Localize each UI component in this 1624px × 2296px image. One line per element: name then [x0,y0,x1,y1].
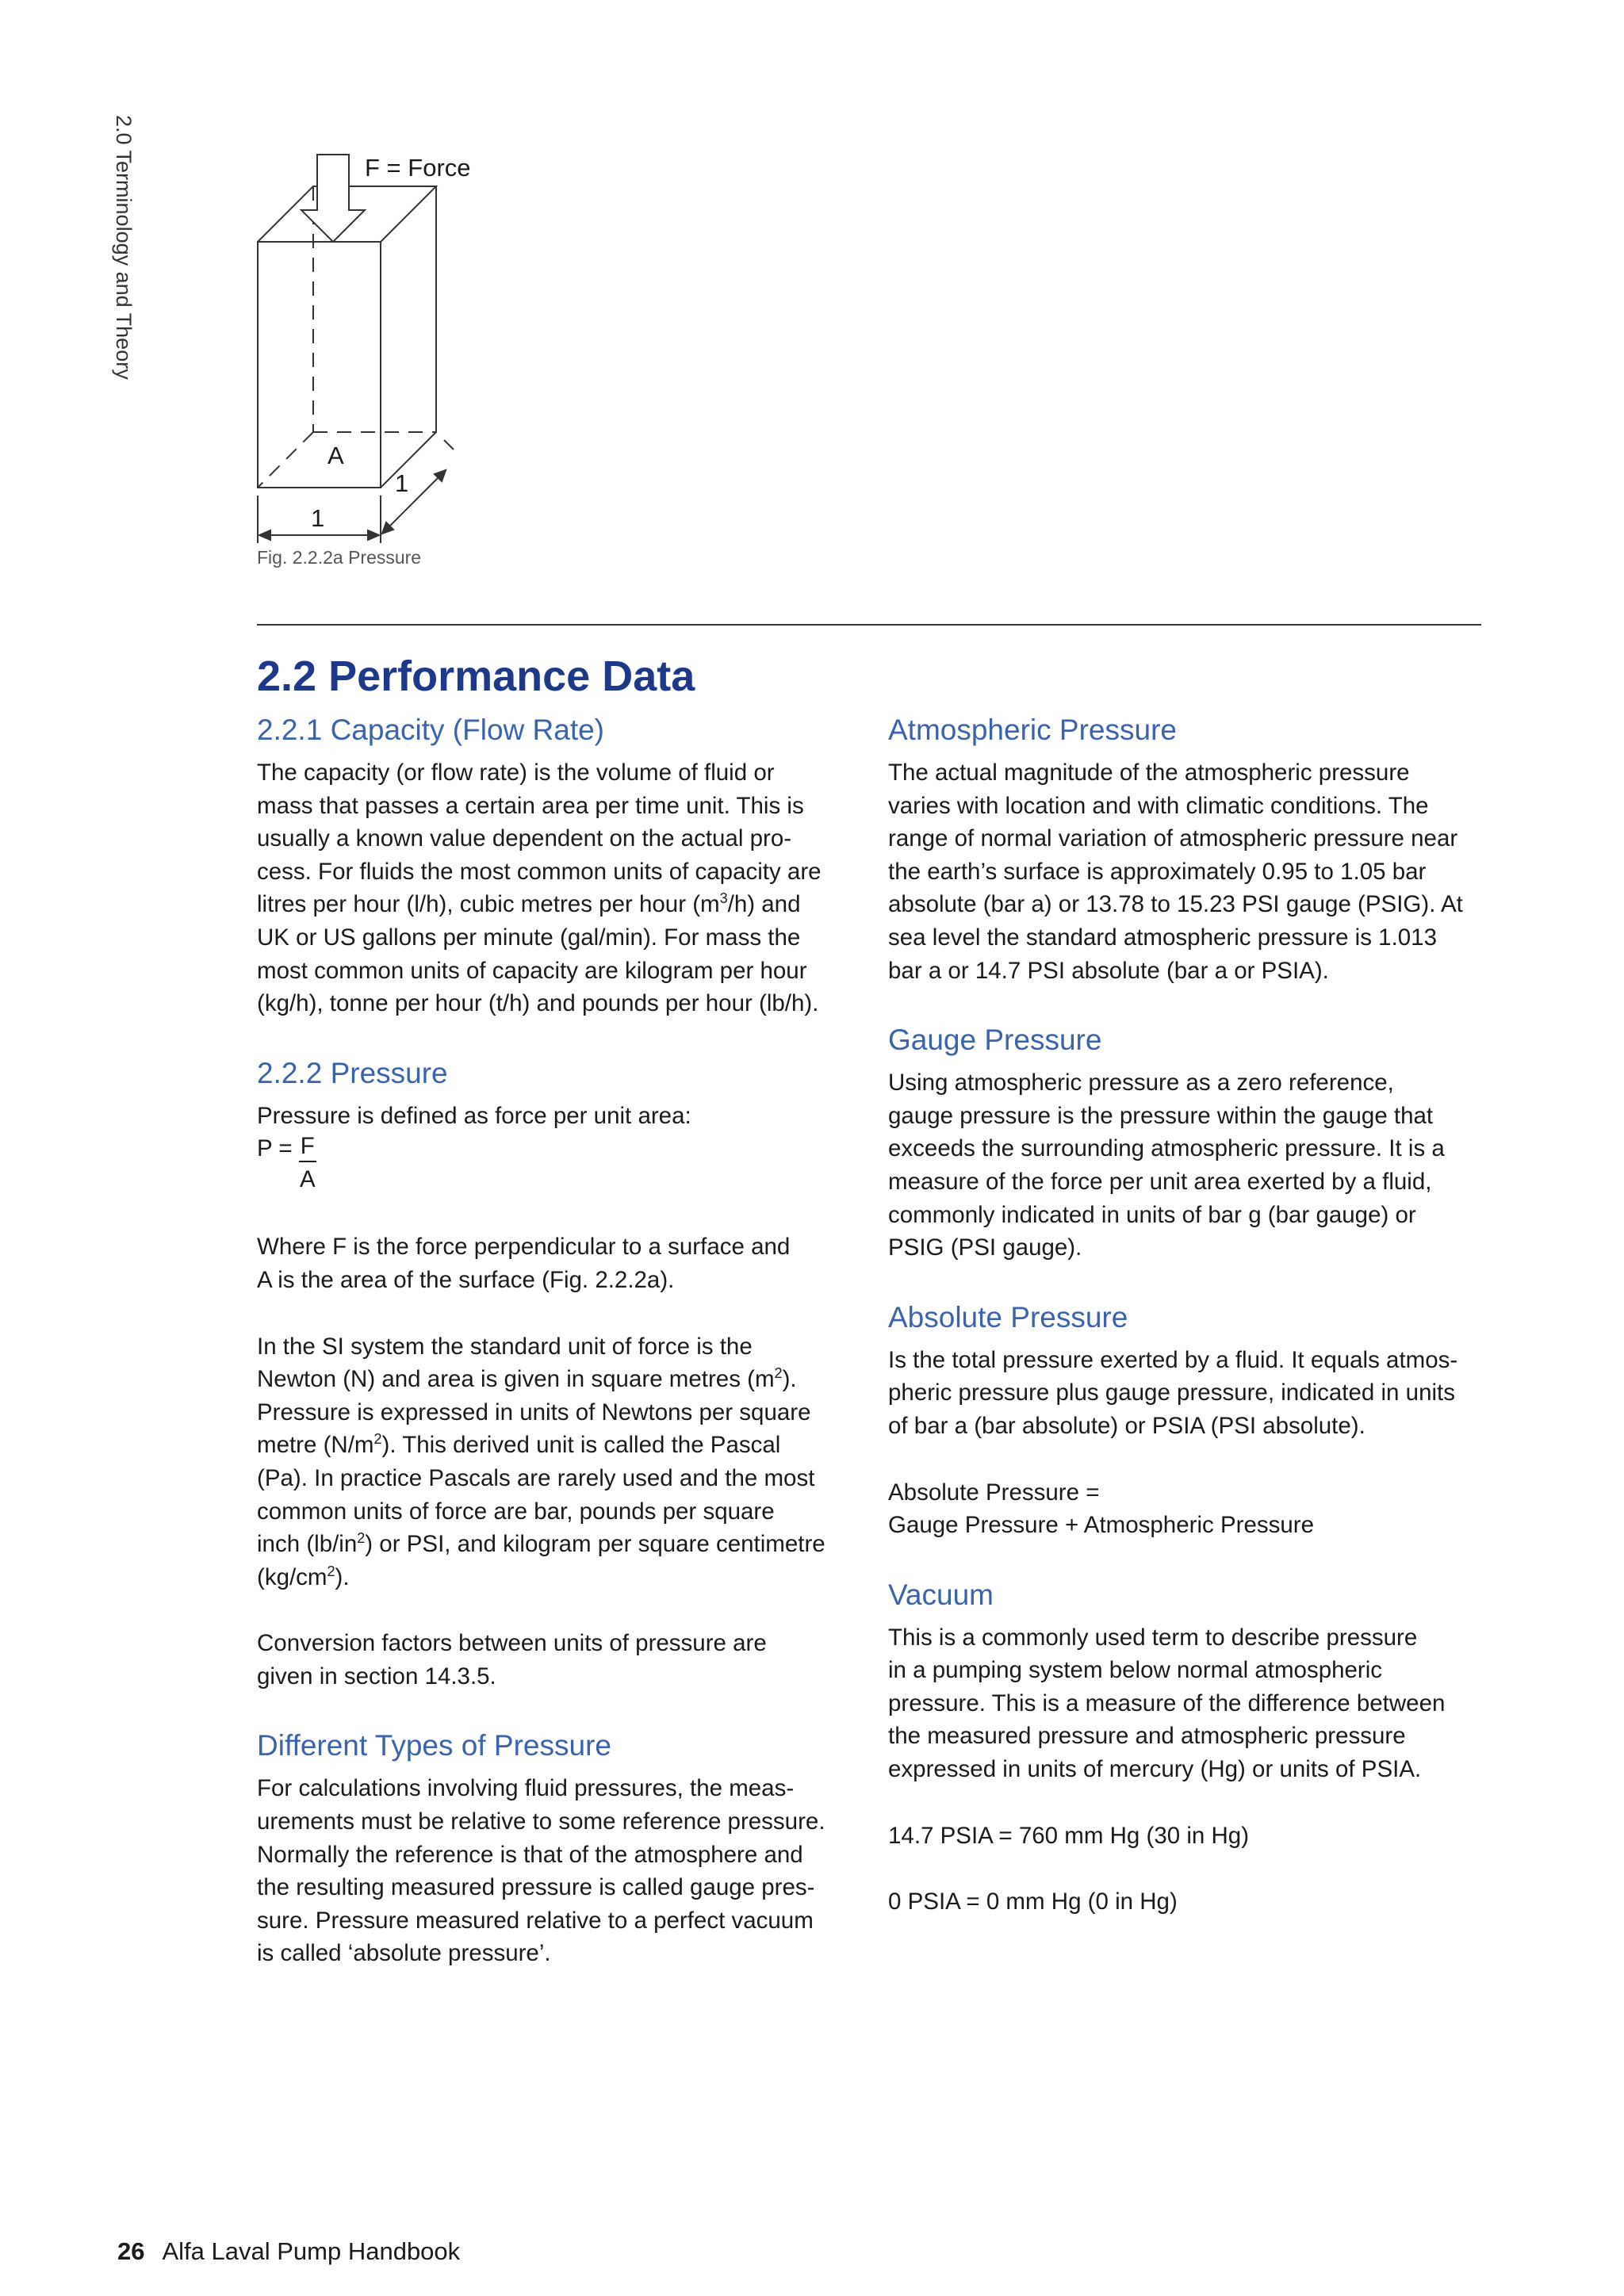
page-footer [117,2237,460,2266]
pressure-where: Where F is the force perpendicular to a surface and A is the area of the surface (Fig. 2.2.2a). [257,1234,791,1293]
depth-label: 1 [395,469,409,497]
page-number: 26 [117,2237,145,2265]
pressure-types-heading: Different Types of Pressure [257,1729,611,1762]
prism-hidden-edges [258,186,436,488]
formula-numerator: F [299,1132,316,1162]
pressure-intro: Pressure is defined as force per unit area: [257,1102,691,1129]
section-title: 2.2 Performance Data [257,652,695,700]
vacuum-equation-1: 14.7 PSIA = 760 mm Hg (30 in Hg) [888,1822,1250,1849]
left-column [257,712,860,1970]
formula-denominator: A [299,1166,316,1193]
pressure-heading: 2.2.2 Pressure [257,1056,448,1089]
gauge-heading: Gauge Pressure [888,1024,1102,1057]
capacity-heading: 2.2.1 Capacity (Flow Rate) [257,714,605,746]
vacuum-heading: Vacuum [888,1578,994,1611]
absolute-heading: Absolute Pressure [888,1300,1128,1334]
prism-right-face [381,186,436,488]
side-tab-label: 2.0 Terminology and Theory [112,115,136,380]
depth-dimension-line [382,470,446,534]
gauge-paragraph: Using atmospheric pressure as a zero reference, gauge pressure is the pressure within the gauge that exceeds the surrounding atmospheric pressure. It is a measure of the force per unit area exerted by a fluid, commonly indicated in units of bar g (bar gauge) or PSIG (PSI gauge). [888,1070,1445,1261]
prism-front-face [258,242,381,488]
section-divider [257,624,1481,626]
absolute-paragraph: Is the total pressure exerted by a fluid. It equals atmos- pheric pressure plus gauge pressure, indicated in units of bar a (bar absolute) or PSIA (PSI absolute). [888,1346,1458,1439]
atmospheric-heading: Atmospheric Pressure [888,714,1177,746]
vacuum-equation-2: 0 PSIA = 0 mm Hg (0 in Hg) [888,1888,1178,1915]
pressure-types-paragraph: For calculations involving fluid pressures, the meas- urements must be relative to some reference pressure. Normally the reference is that of the atmosphere and the resulting measured pressure is called gauge pres- sure. Pressure measured relative to a perfect vacuum is called ‘absolute pressure’. [257,1775,825,1967]
right-column [888,712,1491,1919]
atmospheric-paragraph: The actual magnitude of the atmospheric pressure varies with location and with climatic conditions. The range of normal variation of atmospheric pressure near the earth’s surface is approximately 0.95 to 1.05 bar absolute (bar a) or 13.78 to 15.23 PSI gauge (PSIG). At sea level the standard atmospheric pressure is 1.013 bar a or 14.7 PSI absolute (bar a or PSIA). [888,760,1463,984]
figure-caption: Fig. 2.2.2a Pressure [257,547,422,568]
width-label: 1 [311,504,325,532]
force-label: F = Force [365,154,471,182]
capacity-paragraph: The capacity (or flow rate) is the volume of fluid or mass that passes a certain area per time unit. This is usually a known value dependent on the actual pro- cess. For fluids the most common units of capacity are litres per hour (l/h), cubic metres per hour $(m^3/h)$ and UK or US gallons per minute (gal/min). For mass the most common units of capacity are kilogram per hour (kg/h), tonne per hour (t/h) and pounds per hour (lb/h). [257,760,822,1017]
pressure-formula: P = $\frac{F}{A}$ [257,1132,860,1197]
book-title: Alfa Laval Pump Handbook [162,2237,461,2265]
force-arrow-icon [301,155,365,242]
vacuum-paragraph: This is a commonly used term to describe pressure in a pumping system below normal atmospheric pressure. This is a measure of the difference between the measured pressure and atmospheric pressure expressed in units of mercury (Hg) or units of PSIA. [888,1624,1446,1783]
si-paragraph: In the SI system the standard unit of force is the Newton (N) and area is given in square metres $(m^2)$. Pressure is expressed in units of Newtons per square metre $(N/m^2)$. This derived unit is called the Pascal (Pa). In practice Pascals are rarely used and the most common units of force are bar, pounds per square inch $(lb/in^2)$ or PSI, and kilogram per square centimetre $(kg/cm^2)$. [257,1333,825,1590]
conversion-paragraph: Conversion factors between units of pressure are given in section 14.3.5. [257,1630,767,1689]
area-label: A [327,442,344,469]
absolute-formula: Absolute Pressure = Gauge Pressure + Atmospheric Pressure [888,1479,1314,1539]
pressure-figure [246,143,508,547]
